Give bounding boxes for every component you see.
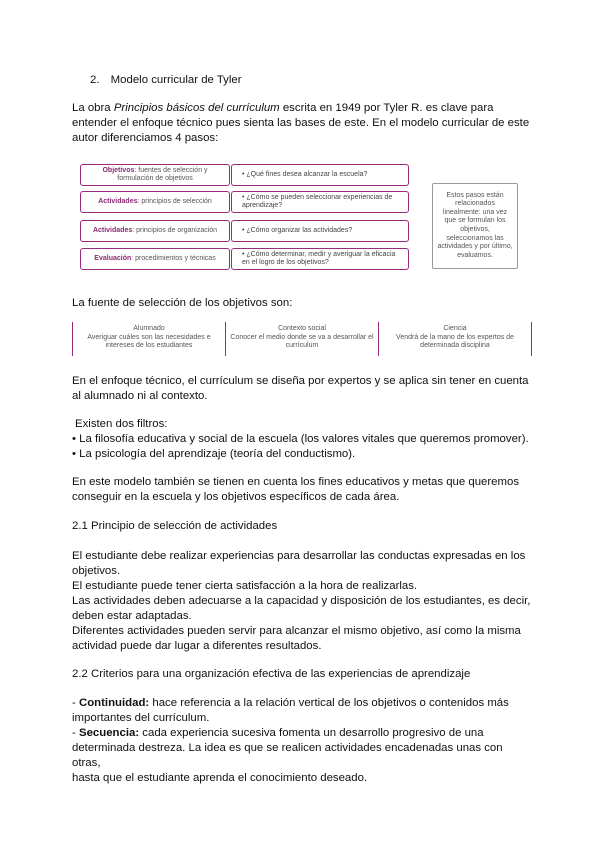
step-text: : principios de organización bbox=[132, 227, 218, 234]
criterio-text: importantes del currículum. bbox=[72, 712, 210, 724]
work-title: Principios básicos del currículum bbox=[113, 102, 280, 114]
criterio-text: hace referencia a la relación vertical de los objetivos o contenidos más bbox=[149, 697, 509, 709]
step-text: : fuentes de selección y formulación de objetivos bbox=[117, 167, 208, 182]
intro-prefix: La obra bbox=[72, 102, 114, 114]
step-question: • ¿Qué fines desea alcanzar la escuela? bbox=[242, 171, 368, 178]
criterio-text: hasta que el estudiante aprenda el conocimiento deseado. bbox=[72, 772, 368, 784]
step-text: : procedimientos y técnicas bbox=[131, 255, 216, 262]
step-box-actividades-organizacion bbox=[80, 220, 230, 242]
paragraph-line: actividad puede dar lugar a diferentes resultados. bbox=[72, 640, 322, 652]
tecnico-paragraph bbox=[72, 374, 532, 404]
intro-line2: entender el enfoque técnico pues sienta las bases de este. En el modelo curricular de este bbox=[72, 117, 530, 129]
step-key: Objetivos bbox=[102, 167, 135, 174]
step-question-box bbox=[231, 191, 409, 213]
criterio-secuencia bbox=[72, 726, 532, 786]
source-desc: Vendrá de la mano de los expertos de determinada disciplina bbox=[396, 333, 514, 349]
step-question: • ¿Cómo organizar las actividades? bbox=[242, 227, 353, 234]
step-question: • ¿Cómo se pueden seleccionar experiencias de aprendizaje? bbox=[242, 194, 393, 209]
source-name: Contexto social bbox=[278, 325, 326, 332]
paragraph-line: Diferentes actividades pueden servir para alcanzar el mismo objetivo, así como la misma bbox=[72, 625, 521, 637]
filtros-title: Existen dos filtros: bbox=[75, 418, 168, 430]
source-desc: Averiguar cuáles son las necesidades e intereses de los estudiantes bbox=[87, 333, 211, 349]
dash: - bbox=[72, 697, 79, 709]
source-column bbox=[378, 322, 531, 356]
paragraph-line: El estudiante debe realizar experiencias para desarrollar las conductas expresadas en los bbox=[72, 550, 526, 562]
section-21-heading: 2.1 Principio de selección de actividades bbox=[72, 520, 278, 532]
paragraph-line: En el enfoque técnico, el currículum se diseña por expertos y se aplica sin tener en cuenta bbox=[72, 375, 529, 387]
criterio-text: determinada destreza. La idea es que se realicen actividades encadenadas unas con otras, bbox=[72, 742, 503, 769]
step-question-box bbox=[231, 220, 409, 242]
paragraph-line: El estudiante puede tener cierta satisfacción a la hora de realizarlas. bbox=[72, 580, 418, 592]
side-note-box bbox=[432, 183, 518, 269]
criterio-continuidad bbox=[72, 696, 532, 726]
paragraph-line: objetivos. bbox=[72, 565, 121, 577]
step-box-actividades-seleccion bbox=[80, 191, 230, 213]
criterio-term: Continuidad: bbox=[78, 697, 150, 709]
criterio-text: cada experiencia sucesiva fomenta un desarrollo progresivo de una bbox=[139, 727, 484, 739]
source-name: Ciencia bbox=[443, 325, 467, 332]
heading-title: Modelo curricular de Tyler bbox=[110, 74, 242, 86]
paragraph-line: deben estar adaptadas. bbox=[72, 610, 192, 622]
source-desc: Conocer el medio donde se va a desarrollar el currículum bbox=[230, 333, 374, 349]
filtro-item: • La filosofía educativa y social de la escuela (los valores vitales que queremos promover). bbox=[72, 433, 529, 445]
section-21-paragraph bbox=[72, 549, 532, 654]
step-box-evaluacion bbox=[80, 248, 230, 270]
source-column bbox=[225, 322, 378, 356]
filtro-item: • La psicología del aprendizaje (teoría del conductismo). bbox=[72, 448, 356, 460]
section-heading bbox=[90, 73, 242, 88]
source-name: Alumnado bbox=[133, 325, 165, 332]
sources-intro: La fuente de selección de los objetivos son: bbox=[72, 297, 293, 309]
intro-paragraph bbox=[72, 101, 532, 146]
section-22-heading: 2.2 Criterios para una organización efectiva de las experiencias de aprendizaje bbox=[72, 668, 471, 680]
side-note: Estos pasos están relacionados linealmente: una vez que se formulan los objetivos, seleccionamos las actividades y por último, evaluamos. bbox=[437, 191, 513, 259]
criterio-term: Secuencia: bbox=[78, 727, 140, 739]
step-text: : principios de selección bbox=[137, 198, 212, 205]
paragraph-line: En este modelo también se tienen en cuenta los fines educativos y metas que queremos bbox=[72, 476, 520, 488]
paragraph-line: Las actividades deben adecuarse a la capacidad y disposición de los estudiantes, es decir, bbox=[72, 595, 531, 607]
fines-paragraph bbox=[72, 475, 532, 505]
intro-line1: escrita en 1949 por Tyler R. es clave para bbox=[279, 102, 494, 114]
filtros-block bbox=[72, 417, 532, 462]
step-box-objetivos bbox=[80, 164, 230, 186]
paragraph-line: conseguir en la escuela y los objetivos específicos de cada área. bbox=[72, 491, 400, 503]
step-question: • ¿Cómo determinar, medir y averiguar la eficacia en el logro de los objetivos? bbox=[242, 251, 396, 266]
step-key: Actividades bbox=[92, 227, 133, 234]
source-column bbox=[73, 322, 225, 356]
criterios-block bbox=[72, 696, 532, 786]
paragraph-line: al alumnado ni al contexto. bbox=[72, 390, 208, 402]
step-question-box bbox=[231, 164, 409, 186]
step-question-box bbox=[231, 248, 409, 270]
sources-table bbox=[72, 322, 532, 356]
heading-number: 2. bbox=[90, 74, 100, 86]
step-key: Actividades bbox=[98, 198, 138, 205]
step-key: Evaluación bbox=[94, 255, 132, 262]
dash: - bbox=[72, 727, 79, 739]
intro-line3: autor diferenciamos 4 pasos: bbox=[72, 132, 219, 144]
